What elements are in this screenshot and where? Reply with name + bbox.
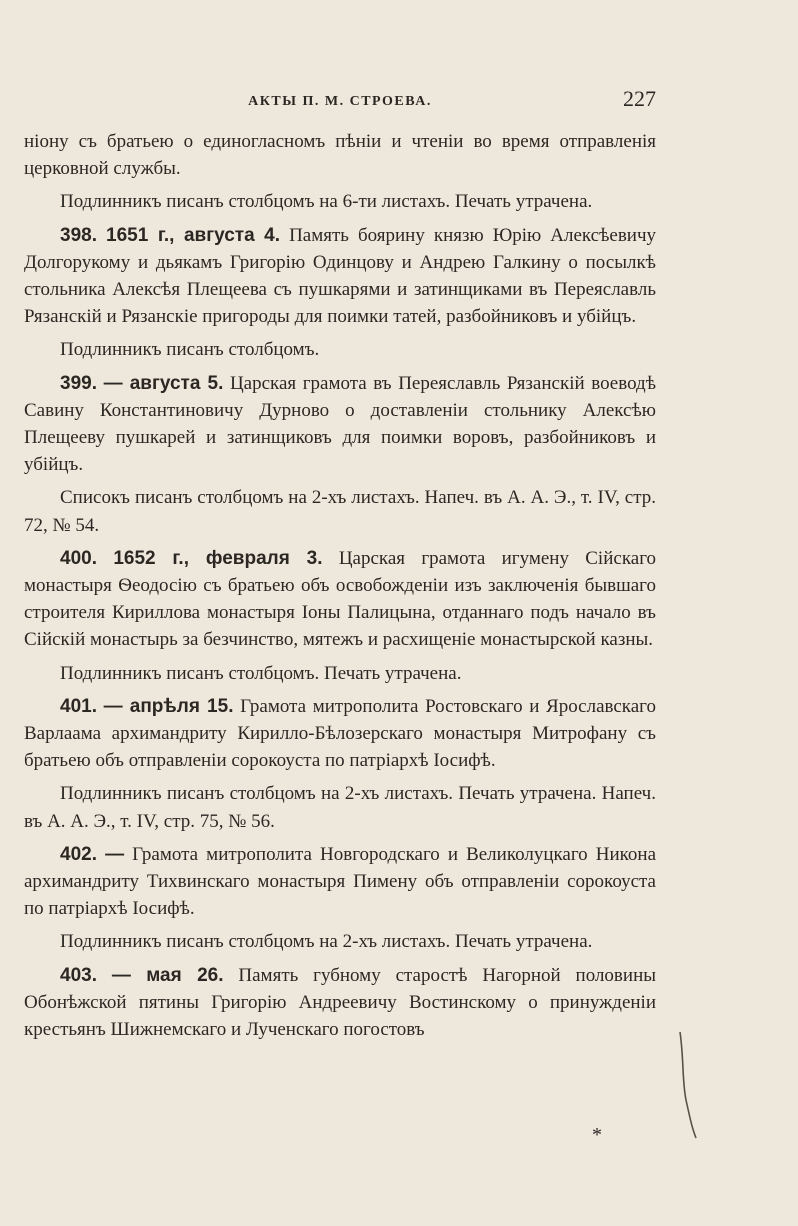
note-text: Подлинникъ писанъ столбцомъ. Печать утрачена. <box>60 662 462 684</box>
entry-400 <box>24 545 656 654</box>
entry-number: 403. <box>60 964 97 986</box>
entry-date: — апрѣля 15. <box>103 695 234 717</box>
entry-date: — мая 26. <box>111 964 224 986</box>
entry-399 <box>24 370 656 479</box>
note-text: Подлинникъ писанъ столбцомъ. <box>60 339 320 361</box>
archival-note <box>24 660 656 687</box>
note-text: Подлинникъ писанъ столбцомъ на 2-хъ листахъ. Печать утрачена. Напеч. въ А. А. Э., т. IV, стр. 75, № 56. <box>24 783 656 832</box>
note-text: Списокъ писанъ столбцомъ на 2-хъ листахъ. Напеч. въ А. А. Э., т. IV, стр. 72, № 54. <box>24 487 656 536</box>
archival-note <box>24 484 656 538</box>
archival-note <box>24 336 656 363</box>
page-number: 227 <box>623 86 656 111</box>
entry-date: 1652 г., февраля 3. <box>113 547 323 569</box>
note-text: Подлинникъ писанъ столбцомъ на 2-хъ листахъ. Печать утрачена. <box>60 931 593 953</box>
paragraph-text: ніону съ братьею о единогласномъ пѣніи и чтеніи во время отправленія церковной службы. <box>24 131 656 180</box>
note-text: Подлинникъ писанъ столбцомъ на 6-ти листахъ. Печать утрачена. <box>60 191 593 213</box>
entry-text: Царская грамота игумену Сійскаго монастыря Ѳеодосію съ братьею объ освобожденіи изъ заключенія бывшаго строителя Кириллова монастыря Іоны Палицына, отданнаго подъ начало въ Сійскій монастырь за безчинство, мятежъ и расхищеніе монастырской казны. <box>24 547 657 651</box>
entry-text: Грамота митрополита Новгородскаго и Великолуцкаго Никона архимандриту Тихвинскаго монастыря Пимену объ отправленіи сорокоуста по патріархѣ Іосифѣ. <box>24 843 657 920</box>
entry-date: — августа 5. <box>103 372 224 394</box>
entry-number: 398. <box>60 224 97 246</box>
body-text <box>24 128 656 1049</box>
footer-asterisk: * <box>592 1124 602 1146</box>
entry-text: Царская грамота въ Переяславль Рязанскій воеводѣ Савину Константиновичу Дурново о доставленіи стольнику Алексѣю Плещееву пушкарей и затинщиковъ для поимки воровъ, разбойниковъ и убійцъ. <box>24 372 657 476</box>
archival-note <box>24 780 656 834</box>
entry-date: — <box>105 843 125 865</box>
entry-text: Память губному старостѣ Нагорной половины Обонѣжской пятины Григорію Андреевичу Востинскому о принужденіи крестьянъ Шижнемскаго и Лученскаго погостовъ <box>24 964 657 1041</box>
archival-note <box>24 928 656 955</box>
entry-number: 401. <box>60 695 97 717</box>
entry-number: 399. <box>60 372 97 394</box>
entry-date: 1651 г., августа 4. <box>106 224 281 246</box>
entry-text: Память боярину князю Юрію Алексѣевичу Долгорукому и дьякамъ Григорію Одинцову и Андрею Галкину о посылкѣ стольника Алексѣя Плещеева съ пушкарями и затинщиками въ Переяславль Рязанскій и Рязанскіе пригороды для поимки татей, разбойниковъ и убійцъ. <box>24 224 657 328</box>
paragraph-continuation <box>24 128 656 182</box>
running-title: АКТЫ П. М. СТРОЕВА. <box>248 94 432 109</box>
entry-398 <box>24 222 656 331</box>
entry-text: Грамота митрополита Ростовскаго и Ярославскаго Варлаама архимандриту Кирилло-Бѣлозерскаго монастыря Митрофану съ братьею объ отправленіи сорокоуста по патріархѣ Іосифѣ. <box>24 695 657 772</box>
archival-note <box>24 188 656 215</box>
entry-number: 402. <box>60 843 97 865</box>
page-header <box>24 86 656 116</box>
entry-number: 400. <box>60 547 97 569</box>
entry-402 <box>24 841 656 923</box>
margin-pencil-mark <box>676 1030 702 1140</box>
entry-403 <box>24 962 656 1044</box>
entry-401 <box>24 693 656 775</box>
